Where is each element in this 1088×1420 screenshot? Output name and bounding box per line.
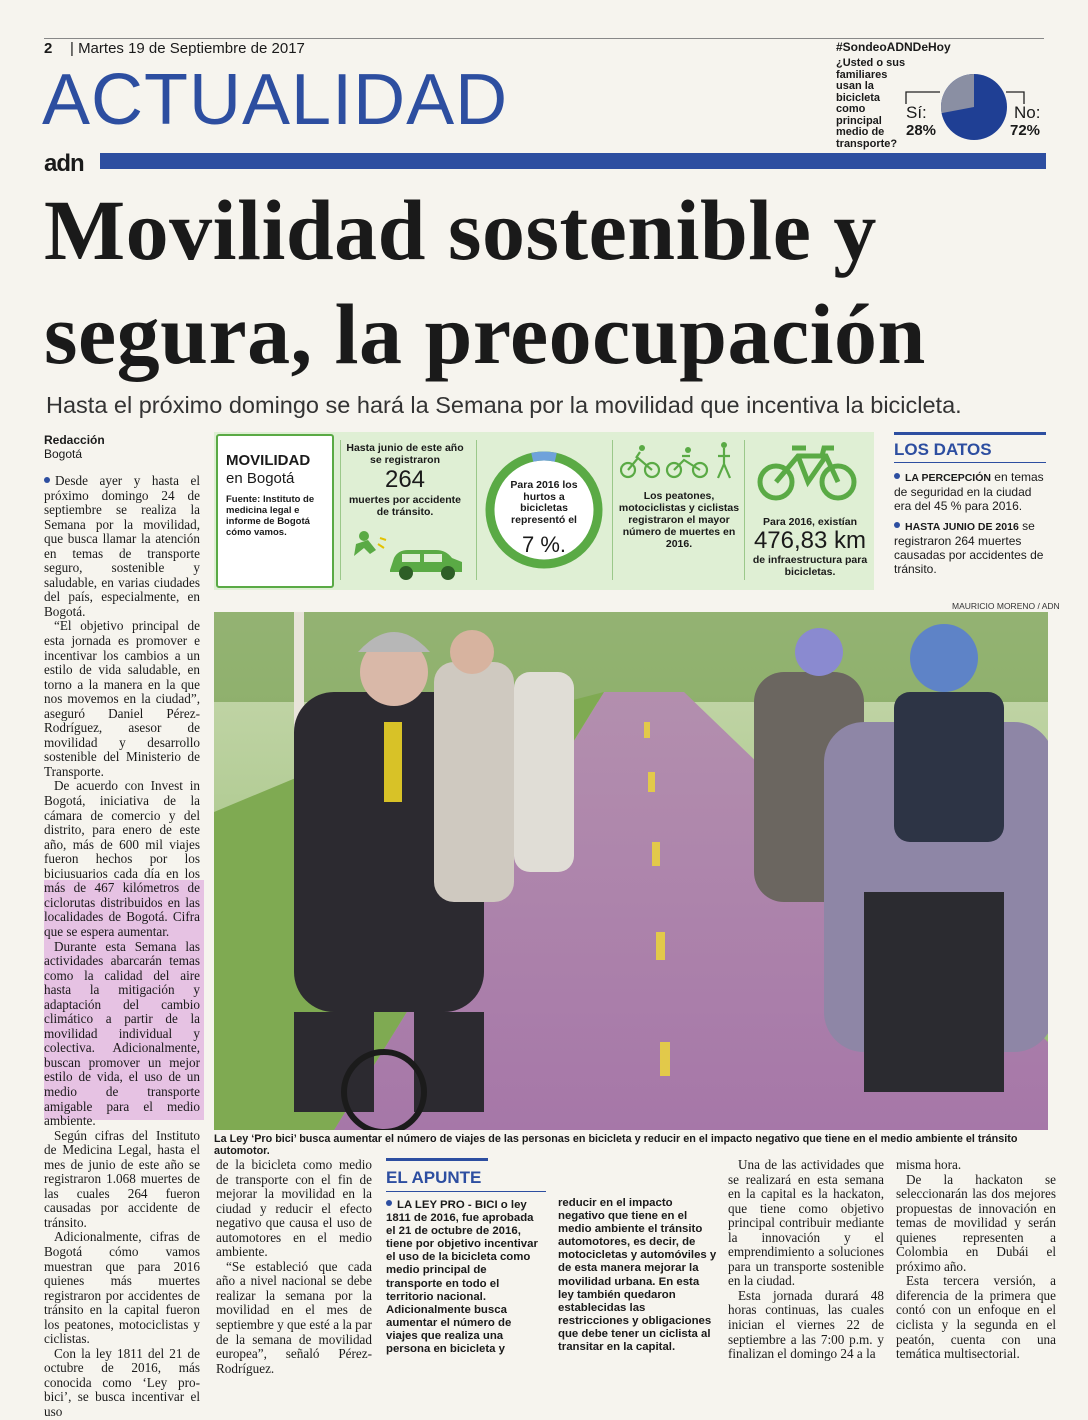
body-column-1 [44,474,200,1420]
top-rule [44,38,1044,39]
datos-title: LOS DATOS [894,440,992,459]
infographic-subtitle: en Bogotá [226,470,295,487]
bullet-icon [894,522,900,528]
apunte-rule [386,1158,488,1161]
paragraph: “Se estableció que cada año a nivel nacional se debe realizar la semana por la movilidad en el mes de septiembre y que esté a la par de la semana de movilidad europea”, señaló Pérez-Rodríguez. [216,1258,372,1376]
apunte-text-continued: reducir en el impacto negativo que tiene en el medio ambiente el tránsito automotores, es decir, de motocicletas y automóviles y de esta manera mejorar la movilidad urbana. En esta ley también quedaron establecidas las restricciones y obligaciones que debe tener un ciclista al transitar en la capital. [558,1197,717,1354]
headline [44,178,1054,386]
apunte-rule [386,1191,546,1192]
ring-arc [532,456,556,457]
stat1-posttext: muertes por accidente de tránsito. [348,494,462,518]
body-column-5 [728,1158,884,1362]
paragraph: Esta tercera versión, a diferencia de la primera que contó con un enfoque en el ciclista y la segunda en el peatón, cuenta con una temática multisectorial. [896,1273,1056,1362]
paragraph: misma hora. [896,1157,962,1172]
divider [612,440,613,580]
poll-yes-label: Sí: [906,103,927,122]
body-column-2 [216,1158,372,1376]
stat2-value: 7 %. [521,532,567,557]
section-title: ACTUALIDAD [42,60,509,140]
datos-item: LA PERCEPCIÓN en temas de seguridad en la ciudad era del 45 % para 2016. [894,470,1044,513]
paragraph: Adicionalmente, cifras de Bogotá cómo vamos muestran que para 2016 quienes más muertes registraron por accidentes de tránsito en la capital fueron los peatones, motociclistas y ciclistas. [44,1229,200,1347]
bicycle-icon [756,442,860,504]
stat1-pretext: Hasta junio de este año se registraron [346,442,464,466]
divider [744,440,745,580]
stat1-value: 264 [384,466,426,493]
adn-logo: adn [44,150,84,177]
paragraph: Con la ley 1811 del 21 de octubre de 2016, más conocida como ‘Ley pro-bici’, se busca incentivar el uso [44,1345,200,1419]
stat4-value: 476,83 km [753,527,867,554]
paragraph: Según cifras del Instituto de Medicina Legal, hasta el mes de junio de este año se registraron 1.068 muertes de las cuales 264 fueron causadas por accidente de tránsito. [44,1127,200,1230]
issue-date: | Martes 19 de Septiembre de 2017 [70,40,305,57]
datos-item: HASTA JUNIO DE 2016 se registraron 264 muertes causadas por accidentes de tránsito. [894,519,1044,576]
bullet-icon [386,1200,392,1206]
stat4-pretext: Para 2016, existían [763,516,857,528]
paragraph: “El objetivo principal de esta jornada es promover e incentivar los cambios a un estilo de vida saludable, en torno a la manera en la que nos movemos en la ciudad”, aseguró Daniel Pérez-Rodríguez, asesor de movilidad y desarrollo sostenible del Ministerio de Transporte. [44,618,200,779]
datos-body [894,470,1044,582]
car-accident-icon [350,526,468,584]
bullet-icon [44,477,50,483]
poll-yes-value: 28% [906,122,937,139]
divider [340,440,341,580]
apunte-text: LA LEY PRO - BICI o ley 1811 de 2016, fue aprobada el 21 de octubre de 2016, tiene por objetivo incentivar el uso de la bicicleta como medio principal de transporte en todo el territorio nacional. Adicionalmente busca aumentar el número de viajes que realiza una persona en bicicleta y [386,1199,538,1356]
paragraph: De la hackaton se seleccionarán las dos mejores propuestas de innovación en temas de movilidad y serán quienes representen a Colombia en Dubái el próximo año. [896,1171,1056,1274]
byline-city: Bogotá [44,447,83,461]
pedestrian-moto-bike-icons [620,442,740,482]
headline-line-1: Movilidad sostenible y [44,182,877,278]
poll-no-value: 72% [1010,122,1041,139]
cyclists-photo [214,612,1048,1130]
byline: Redacción [44,433,105,447]
headline-line-2: segura, la preocupación [44,286,926,382]
poll-question: ¿Usted o sus familiares usan la bicicleta como principal medio de transporte? [836,57,906,150]
paragraph: de la bicicleta como medio de transporte con el fin de mejorar la movilidad en la ciudad y reducir el efecto negativo que causa el uso de automotores en el medio ambiente. [216,1157,372,1260]
page-number: 2 [44,40,53,57]
divider [476,440,477,580]
paragraph: Una de las actividades que se realizará en esta semana en la capital es la hackaton, que tiene como objetivo principal contribuir mediante la innovación y el emprendimiento a soluciones para un transporte sostenible en la ciudad. [728,1157,884,1289]
section-bar [100,153,1046,169]
stat3-text: Los peatones, motociclistas y ciclistas registraron el mayor número de muertes en 2016. [618,490,740,550]
infographic-title: MOVILIDAD [226,452,311,469]
stat2-text: Para 2016 los hurtos a bicicletas representó el [510,479,578,526]
paragraph: Esta jornada durará 48 horas continuas, las cuales inician el viernes 22 de septiembre a las 7:00 p.m. y finalizan el domingo 24 a la [728,1287,884,1362]
photo-credit: MAURICIO MORENO / ADN [952,601,1060,611]
bullet-icon [894,473,900,479]
paragraph: De acuerdo con Invest in Bogotá, iniciativa de la cámara de comercio y del distrito, para enero de este año, más de 600 mil viajes fueron hechos por los biciusuarios cada día en los más de 467 kilómetros de ciclorutas distribuidos en las localidades de Bogotá. Cifra que se espera aumentar. [44,778,200,939]
datos-rule [894,432,1046,435]
subheadline: Hasta el próximo domingo se hará la Semana por la movilidad que incentiva la bicicleta. [46,392,962,418]
poll-hashtag: #SondeoADNDeHoy [836,40,951,54]
paragraph: Durante esta Semana las actividades abarcarán temas como la calidad del aire hasta la mitigación y adaptación del cambio climático a partir de la movilidad individual y colectiva. Adicionalmente, buscan promover un mejor estilo de vida, el uso de un medio de transporte amigable para el medio ambiente. [44,938,200,1129]
stat4-posttext: de infraestructura para bicicletas. [752,554,868,578]
body-column-6 [896,1158,1056,1362]
paragraph: Desde ayer y hasta el próximo domingo 24 de septiembre se realiza la Semana por la movilidad, que busca llamar la atención en temas de transporte seguro, sostenible y saludable, en varias ciudades del país, especialmente, en Bogotá. [44,473,200,619]
datos-rule [894,462,1046,463]
photo-caption: La Ley ‘Pro bici’ busca aumentar el número de viajes de las personas en bicicleta y reducir en el impacto negativo que tiene en el medio ambiente el tránsito automotor. [214,1133,1018,1157]
apunte-title: EL APUNTE [386,1168,482,1187]
poll-bracket-lines [900,90,1030,110]
infographic-source: Fuente: Instituto de medicina legal e informe de Bogotá cómo vamos. [226,494,315,538]
poll-no-label: No: [1014,103,1041,122]
